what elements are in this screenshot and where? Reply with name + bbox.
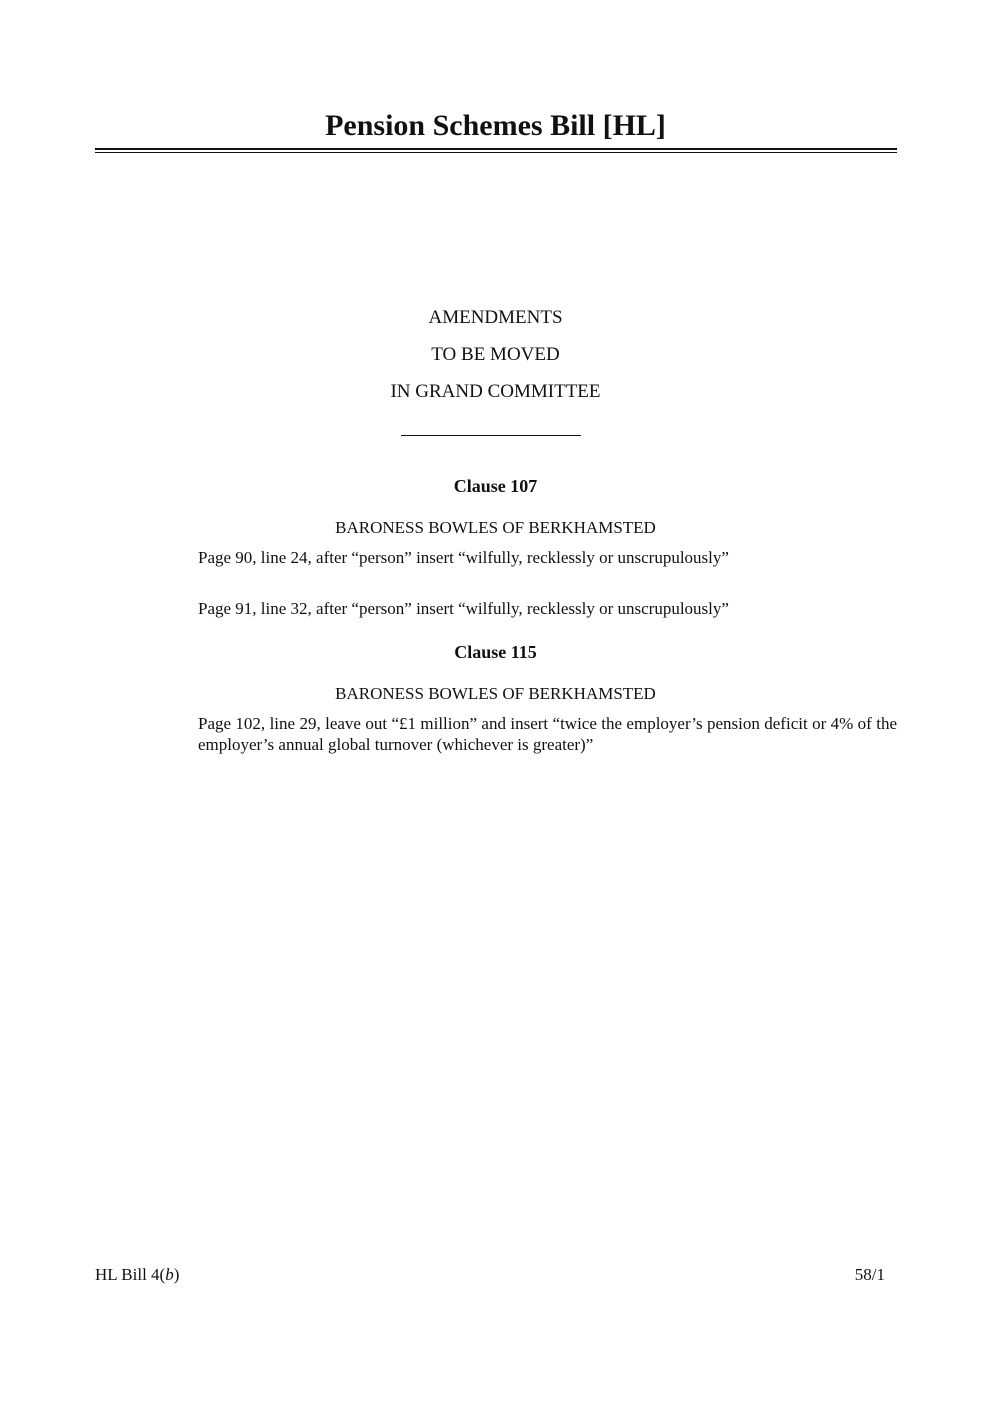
heading-to-be-moved: TO BE MOVED — [431, 344, 560, 365]
heading-amendments: AMENDMENTS — [428, 307, 563, 328]
bill-number-prefix: HL Bill 4( — [95, 1265, 166, 1284]
clause-heading: Clause 115 — [454, 642, 537, 662]
title-rule-thin — [95, 152, 897, 153]
member-name: BARONESS BOWLES OF BERKHAMSTED — [335, 684, 656, 703]
bill-number-suffix: ) — [173, 1265, 180, 1284]
heading-divider — [401, 435, 581, 436]
bill-number — [95, 1264, 179, 1286]
amendment-text: Page 90, line 24, after “person” insert “wilfully, recklessly or unscrupulously” — [198, 548, 729, 567]
bill-number-letter: b — [165, 1265, 174, 1284]
heading-grand-committee: IN GRAND COMMITTEE — [390, 381, 601, 402]
amendment-text: Page 102, line 29, leave out “£1 million” and insert “twice the employer’s pension deficit or 4% of the employer’s annual global turnover (whichever is greater)” — [198, 714, 897, 754]
member-name: BARONESS BOWLES OF BERKHAMSTED — [335, 518, 656, 537]
clause-heading: Clause 107 — [453, 476, 538, 496]
bill-title: Pension Schemes Bill [HL] — [325, 109, 666, 142]
amendment-text: Page 91, line 32, after “person” insert “wilfully, recklessly or unscrupulously” — [198, 599, 729, 618]
title-rule-thick — [95, 148, 897, 150]
page-reference: 58/1 — [854, 1265, 885, 1284]
